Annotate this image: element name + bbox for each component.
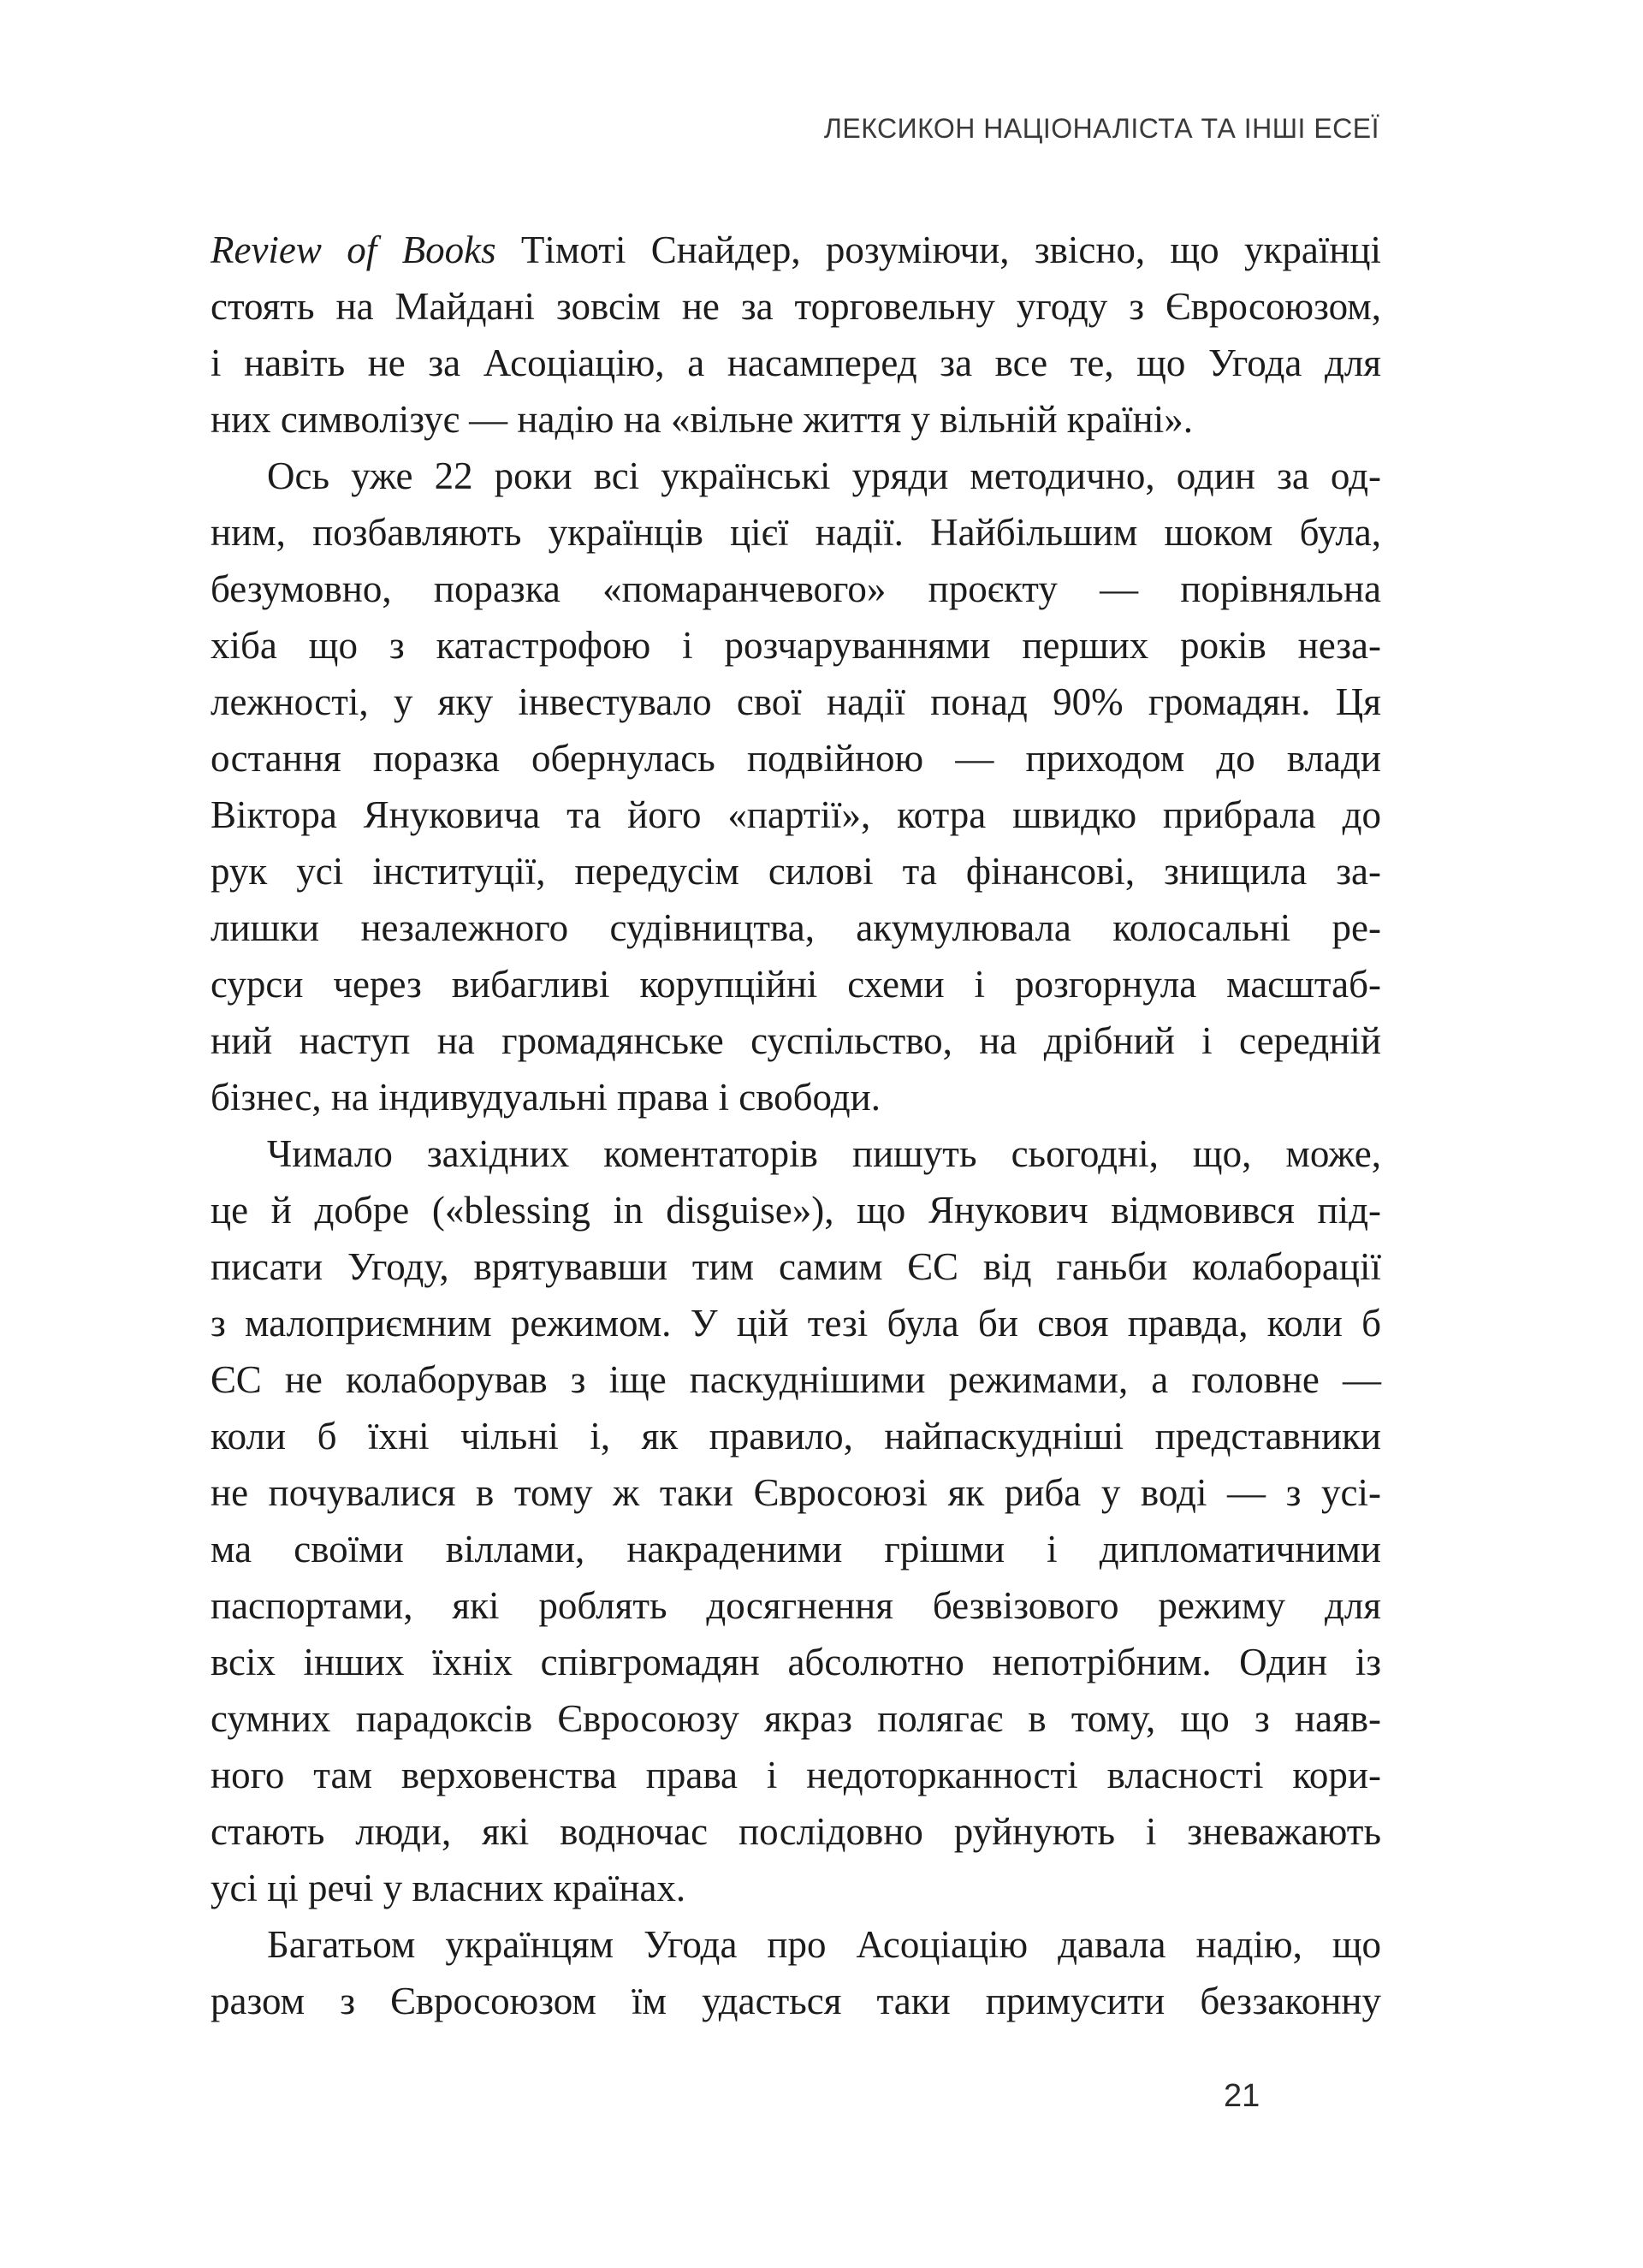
text-span: Тімоті Снайдер, розуміючи, звісно, що українці: [495, 229, 1381, 271]
text-line: безумовно, поразка «помаранчевого» проєкту — порівняльна: [211, 567, 1381, 610]
text-line: всіх інших їхніх співгромадян абсолютно непотрібним. Один із: [211, 1641, 1381, 1683]
text-line: стоять на Майдані зовсім не за торговельну угоду з Євросоюзом,: [211, 285, 1381, 328]
text-line: не почувалися в тому ж таки Євросоюзі як риба у воді — з усі-: [211, 1471, 1381, 1514]
text-line: бізнес, на індивудуальні права і свободи.: [211, 1076, 881, 1119]
text-line: ЄС не колаборував з іще паскуднішими режимами, а головне —: [211, 1358, 1381, 1401]
paragraph: [211, 222, 1381, 448]
text-line: ма своїми віллами, накраденими грішми і дипломатичними: [211, 1528, 1381, 1570]
text-line: це й добре («blessing in disguise»), що Янукович відмовився під-: [211, 1189, 1381, 1232]
text-line: і навіть не за Асоціацію, а насамперед за все те, що Угода для: [211, 341, 1381, 384]
body-text: [211, 222, 1381, 2029]
text-line: рук усі інституції, передусім силові та фінансові, знищила за-: [211, 850, 1381, 893]
text-line: [211, 222, 1381, 278]
text-line: остання поразка обернулась подвійною — приходом до влади: [211, 737, 1381, 780]
text-line: ного там верховенства права і недоторканності власності кори-: [211, 1754, 1381, 1796]
text-line: Ось уже 22 роки всі українські уряди методично, один за од-: [267, 454, 1381, 497]
text-line: хіба що з катастрофою і розчаруваннями перших років неза-: [211, 624, 1381, 667]
italic-title: Review of Books: [211, 229, 496, 271]
text-line: усі ці речі у власних країнах.: [211, 1867, 686, 1909]
text-line: ний наступ на громадянське суспільство, на дрібний і середній: [211, 1019, 1381, 1062]
paragraph: [211, 448, 1381, 1125]
text-line: сурси через вибагливі корупційні схеми і розгорнула масштаб-: [211, 963, 1381, 1006]
page-number: 21: [1224, 2078, 1260, 2114]
paragraph: [211, 1125, 1381, 1916]
running-head: ЛЕКСИКОН НАЦІОНАЛІСТА ТА ІНШІ ЕСЕЇ: [823, 113, 1379, 144]
text-line: Віктора Януковича та його «партії», котра швидко прибрала до: [211, 793, 1381, 836]
text-line: лишки незалежного судівництва, акумулювала колосальні ре-: [211, 906, 1381, 949]
paragraph: [211, 1916, 1381, 2029]
text-line: з малоприємним режимом. У цій тезі була би своя правда, коли б: [211, 1302, 1381, 1345]
text-line: стають люди, які водночас послідовно руйнують і зневажають: [211, 1810, 1381, 1853]
text-line: писати Угоду, врятувавши тим самим ЄС від ганьби колаборації: [211, 1245, 1381, 1288]
text-line: разом з Євросоюзом їм удасться таки примусити беззаконну: [211, 1980, 1381, 2022]
text-line: ним, позбавляють українців цієї надії. Найбільшим шоком була,: [211, 511, 1381, 554]
text-line: лежності, у яку інвестувало свої надії понад 90% громадян. Ця: [211, 680, 1381, 723]
text-line: Багатьом українцям Угода про Асоціацію давала надію, що: [267, 1923, 1381, 1966]
text-line: них символізує — надію на «вільне життя у вільній країні».: [211, 398, 1193, 441]
text-line: коли б їхні чільні і, як правило, найпаскудніші представники: [211, 1415, 1381, 1458]
text-line: паспортами, які роблять досягнення безвізового режиму для: [211, 1584, 1381, 1627]
text-line: сумних парадоксів Євросоюзу якраз полягає в тому, що з наяв-: [211, 1697, 1381, 1740]
text-line: Чимало західних коментаторів пишуть сьогодні, що, може,: [267, 1132, 1381, 1175]
